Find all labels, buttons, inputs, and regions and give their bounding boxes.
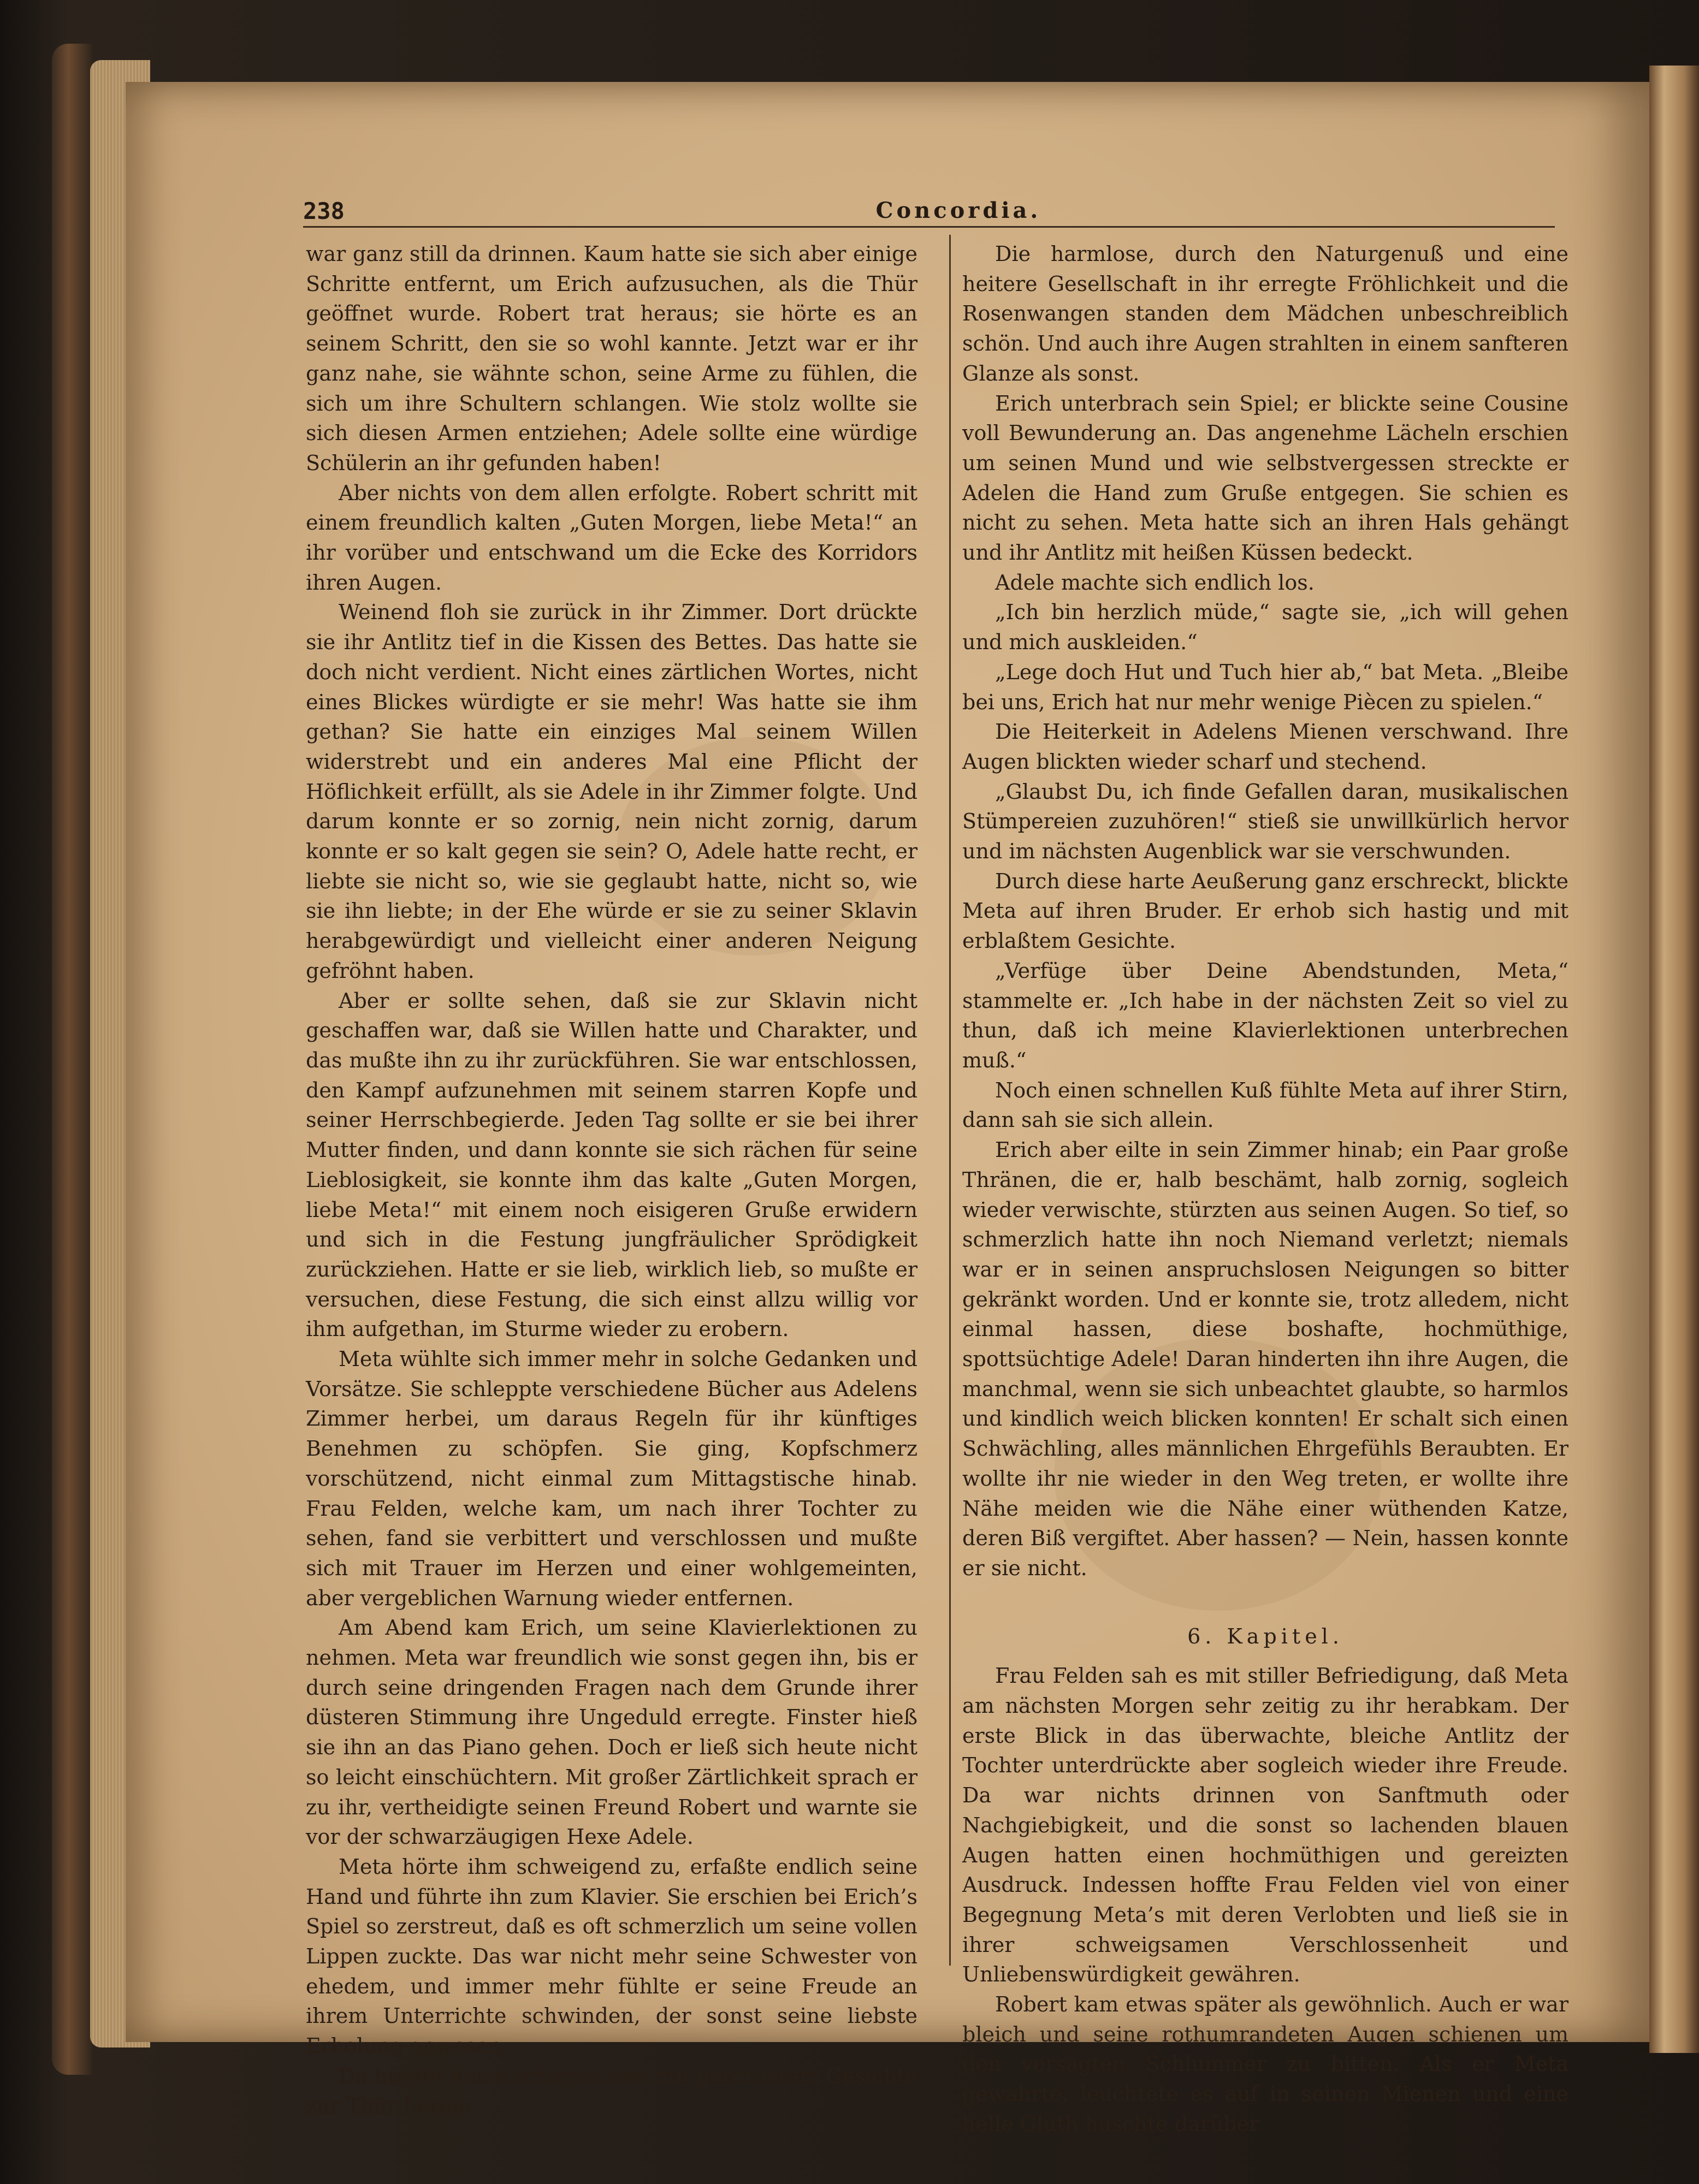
paragraph: Adele machte sich endlich los. xyxy=(995,570,1315,595)
facing-page-edge xyxy=(1649,66,1699,2053)
book-spine xyxy=(52,44,93,2075)
paragraph: „Verfüge über Deine Abendstunden, Meta,“ stammelte er. „Ich habe in der nächsten Zeit so viel zu thun, daß ich meine Klavierlektionen unterbrechen muß.“ xyxy=(962,958,1568,1072)
header-rule xyxy=(303,226,1555,228)
paragraph: war ganz still da drinnen. Kaum hatte sie sich aber einige Schritte entfernt, um Erich aufzusuchen, als die Thür geöffnet wurde. Robert trat heraus; sie hörte es an seinem Schritt, den sie so wohl kannte. Jetzt war er ihr ganz nahe, sie wähnte schon, seine Arme zu fühlen, die sich um ihre Schultern schlangen. Wie stolz wollte sie sich diesen Armen entziehen; Adele sollte eine würdige Schülerin an ihr gefunden haben! xyxy=(306,242,917,475)
paragraph: Die Heiterkeit in Adelens Mienen verschwand. Ihre Augen blickten wieder scharf und stechend. xyxy=(962,720,1568,774)
page-number: 238 xyxy=(303,198,345,224)
paragraph: Aber nichts von dem allen erfolgte. Robert schritt mit einem freundlich kalten „Guten Morgen, liebe Meta!“ an ihr vorüber und entschwand um die Ecke des Korridors ihren Augen. xyxy=(306,480,917,595)
column-divider xyxy=(949,235,951,1966)
running-title: Concordia. xyxy=(875,198,1041,223)
paragraph: Die harmlose, durch den Naturgenuß und eine heitere Gesellschaft in ihr erregte Fröhlichkeit und die Rosenwangen standen dem Mädchen unbeschreiblich schön. Und auch ihre Augen strahlten in einem sanfteren Glanze als sonst. xyxy=(962,242,1568,385)
left-column xyxy=(306,239,917,2121)
paragraph: „Lege doch Hut und Tuch hier ab,“ bat Meta. „Bleibe bei uns, Erich hat nur mehr wenige Piècen zu spielen.“ xyxy=(962,660,1568,714)
paragraph: Da hüpfte Adele trillernd und mit geröthetem Gesichte zur Thür herein. xyxy=(306,2063,917,2118)
paragraph: Meta wühlte sich immer mehr in solche Gedanken und Vorsätze. Sie schleppte verschiedene Bücher aus Adelens Zimmer herbei, um daraus Regeln für ihr künftiges Benehmen zu schöpfen. Sie ging, Kopfschmerz vorschützend, nicht einmal zum Mittagstische hinab. Frau Felden, welche kam, um nach ihrer Tochter zu sehen, fand sie verbittert und verschlossen und mußte sich mit Trauer im Herzen und einer wohlgemeinten, aber vergeblichen Warnung wieder entfernen. xyxy=(306,1347,917,1610)
paragraph: Durch diese harte Aeußerung ganz erschreckt, blickte Meta auf ihren Bruder. Er erhob sich hastig und mit erblaßtem Gesichte. xyxy=(962,869,1568,953)
paragraph: Meta hörte ihm schweigend zu, erfaßte endlich seine Hand und führte ihn zum Klavier. Sie erschien bei Erich’s Spiel so zerstreut, daß es oft schmerzlich um seine vollen Lippen zuckte. Das war nicht mehr seine Schwester von ehedem, und immer mehr fühlte er seine Freude an ihrem Unterrichte schwinden, der sonst seine liebste Erholung gewesen. xyxy=(306,1854,917,2058)
right-column xyxy=(962,239,1568,2139)
paragraph: Frau Felden sah es mit stiller Befriedigung, daß Meta am nächsten Morgen sehr zeitig zu ihr herabkam. Der erste Blick in das überwachte, bleiche Antlitz der Tochter unterdrückte aber sogleich wieder ihre Freude. Da war nichts drinnen von Sanftmuth oder Nachgiebigkeit, und die sonst so lachenden blauen Augen hatten einen hochmüthigen und gereizten Ausdruck. Indessen hoffte Frau Felden viel von einer Begegnung Meta’s mit deren Verlobten und ließ sie in ihrer schweigsamen Verschlossenheit und Unliebenswürdigkeit gewähren. xyxy=(962,1664,1568,1987)
paragraph: Erich aber eilte in sein Zimmer hinab; ein Paar große Thränen, die er, halb beschämt, halb zornig, sogleich wieder verwischte, stürzten aus seinen Augen. So tief, so schmerzlich hatte ihn noch Niemand verletzt; niemals war er in seinen anspruchslosen Neigungen so bitter gekränkt worden. Und er konnte sie, trotz alledem, nicht einmal hassen, diese boshafte, hochmüthige, spottsüchtige Adele! Daran hinderten ihn ihre Augen, die manchmal, wenn sie sich unbeachtet glaubte, so harmlos und kindlich weich blicken konnten! Er schalt sich einen Schwächling, alles männlichen Ehrgefühls Beraubten. Er wollte ihr nie wieder in den Weg treten, er wollte ihre Nähe meiden wie die Nähe einer wüthenden Katze, deren Biß vergiftet. Aber hassen? — Nein, hassen konnte er sie nicht. xyxy=(962,1138,1568,1580)
page-header xyxy=(303,198,1559,225)
paragraph: Erich unterbrach sein Spiel; er blickte seine Cousine voll Bewunderung an. Das angenehme Lächeln erschien um seinen Mund und wie selbstvergessen streckte er Adelen die Hand zum Gruße entgegen. Sie schien es nicht zu sehen. Meta hatte sich an ihren Hals gehängt und ihr Antlitz mit heißen Küssen bedeckt. xyxy=(962,391,1568,565)
paragraph: Robert kam etwas später als gewöhnlich. Auch er war bleich und seine rothumrandeten Augen schienen um den versagten Schlummer zu bitten. Als er Meta gewahrte, leuchtete es auf in seinen Mienen und eine helle Gluth huschte darüber xyxy=(962,1992,1568,2136)
paragraph: Aber er sollte sehen, daß sie zur Sklavin nicht geschaffen war, daß sie Willen hatte und Charakter, und das mußte ihn zu ihr zurückführen. Sie war entschlossen, den Kampf aufzunehmen mit seinem starren Kopfe und seiner Herrschbegierde. Jeden Tag sollte er sie bei ihrer Mutter finden, und dann konnte sie sich rächen für seine Lieblosigkeit, sie konnte ihm das kalte „Guten Morgen, liebe Meta!“ mit einem noch eisigeren Gruße erwidern und sich in die Festung jungfräulicher Sprödigkeit zurückziehen. Hatte er sie lieb, wirklich lieb, so mußte er versuchen, diese Festung, die sich einst allzu willig vor ihm aufgethan, im Sturme wieder zu erobern. xyxy=(306,988,917,1342)
paragraph: Am Abend kam Erich, um seine Klavierlektionen zu nehmen. Meta war freundlich wie sonst gegen ihn, bis er durch seine dringenden Fragen nach dem Grunde ihrer düsteren Stimmung ihre Ungeduld erregte. Finster hieß sie ihn an das Piano gehen. Doch er ließ sich heute nicht so leicht einschüchtern. Mit großer Zärtlichkeit sprach er zu ihr, vertheidigte seinen Freund Robert und warnte sie vor der schwarzäugigen Hexe Adele. xyxy=(306,1616,917,1849)
paragraph: „Glaubst Du, ich finde Gefallen daran, musikalischen Stümpereien zuzuhören!“ stieß sie unwillkürlich hervor und im nächsten Augenblick war sie verschwunden. xyxy=(962,779,1568,864)
paragraph: Noch einen schnellen Kuß fühlte Meta auf ihrer Stirn, dann sah sie sich allein. xyxy=(962,1078,1568,1132)
paragraph: „Ich bin herzlich müde,“ sagte sie, „ich will gehen und mich auskleiden.“ xyxy=(962,600,1568,655)
paragraph: Weinend floh sie zurück in ihr Zimmer. Dort drückte sie ihr Antlitz tief in die Kissen des Bettes. Das hatte sie doch nicht verdient. Nicht eines zärtlichen Wortes, nicht eines Blickes würdigte er sie mehr! Was hatte sie ihm gethan? Sie hatte ein einziges Mal seinem Willen widerstrebt und ein anderes Mal eine Pflicht der Höflichkeit erfüllt, als sie Adele in ihr Zimmer folgte. Und darum konnte er so zornig, nein nicht zornig, darum konnte er so kalt gegen sie sein? O, Adele hatte recht, er liebte sie nicht so, wie sie geglaubt hatte, nicht so, wie sie ihn liebte; in der Ehe würde er sie zu seiner Sklavin herabgewürdigt und vielleicht einer anderen Neigung gefröhnt haben. xyxy=(306,600,917,983)
chapter-heading: 6. Kapitel. xyxy=(1187,1624,1343,1648)
